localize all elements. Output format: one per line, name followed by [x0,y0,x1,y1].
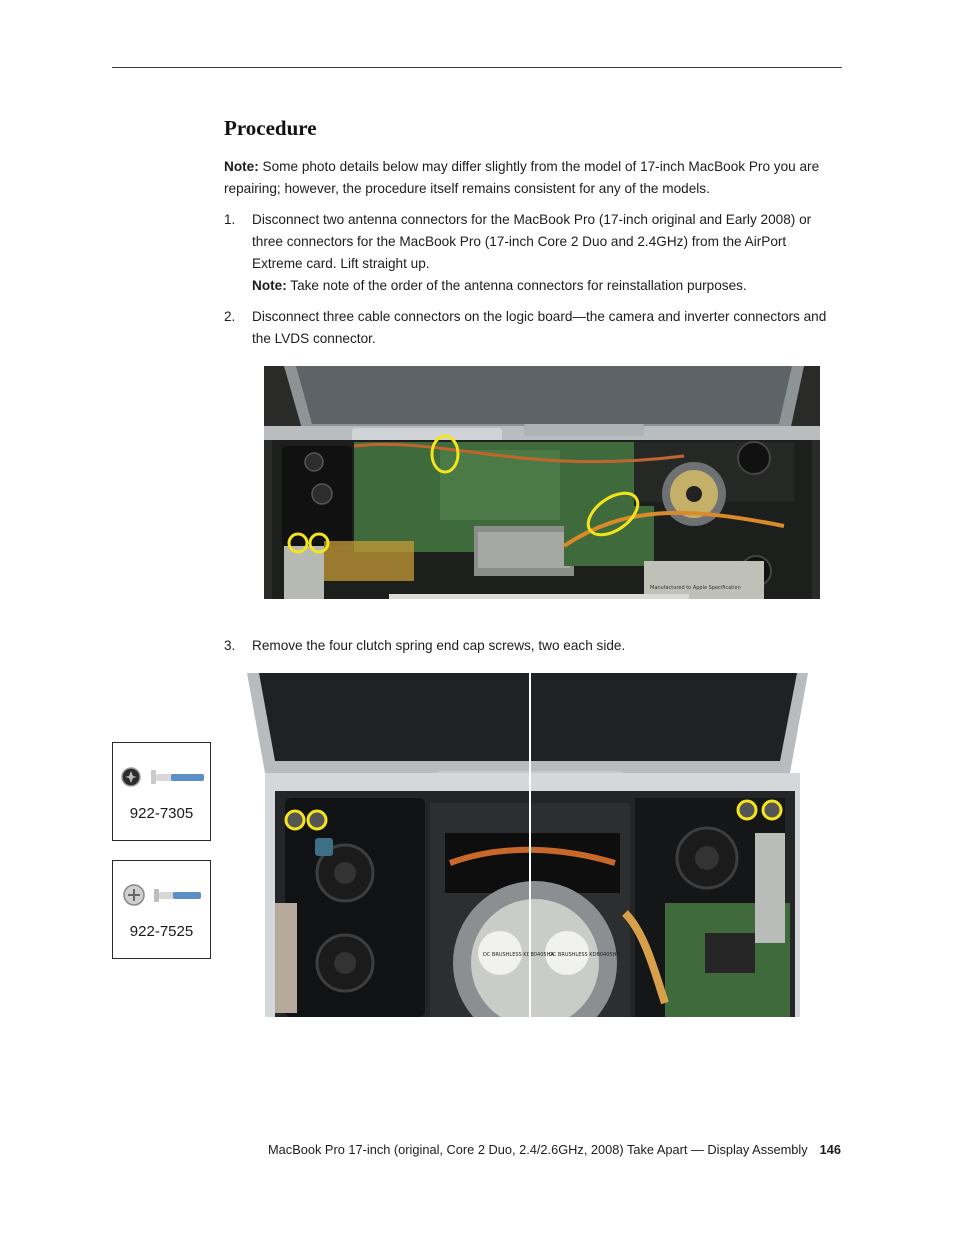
torx-screw-icon [113,757,210,797]
header-rule [112,67,842,68]
page-footer [268,1142,841,1157]
step-text: Disconnect two antenna connectors for the MacBook Pro (17-inch original and Early 2008) or three connectors for the MacBook Pro (17-inch Core 2 Duo and 2.4GHz) from the AirPort Extreme card. Lift straight up. [252,212,812,271]
logic-board-photo [264,366,820,599]
note-label: Note: [252,278,287,293]
step-text: Disconnect three cable connectors on the logic board—the camera and inverter connectors and the LVDS connector. [252,309,827,346]
step-text: Remove the four clutch spring end cap screws, two each side. [252,638,626,653]
note-text: Take note of the order of the antenna connectors for reinstallation purposes. [286,278,747,293]
fan-label: DC BRUSHLESS KDB0405HA [483,952,554,958]
logic-board-illustration [264,366,820,599]
clutch-screws-illustration [245,673,810,1017]
clutch-screw-highlight [308,811,326,829]
step-number: 3. [224,638,236,653]
clutch-screw-highlight [286,811,304,829]
note-label: Note: [224,159,259,174]
step-number: 2. [224,309,236,324]
intro-note [224,156,836,200]
note-text: Some photo details below may differ slightly from the model of 17-inch MacBook Pro you are repairing; however, the procedure itself remains consistent for any of the models. [224,159,820,196]
part-box-922-7525 [112,860,211,959]
part-number: 922-7525 [129,923,194,940]
phillips-screw-icon [113,875,210,915]
section-heading: Procedure [224,116,317,140]
step-number: 1. [224,212,236,227]
clutch-screws-photo [245,673,810,1017]
page-number: 146 [819,1142,841,1157]
fan-label: DC BRUSHLESS KDB0405HA [549,952,620,958]
part-number: 922-7305 [129,805,194,822]
part-box-922-7305 [112,742,211,841]
clutch-screw-highlight [763,801,781,819]
clutch-screw-highlight [738,801,756,819]
sticker-label: Manufactured to Apple Specification [650,585,741,591]
footer-title: MacBook Pro 17-inch (original, Core 2 Duo, 2.4/2.6GHz, 2008) Take Apart — Display Assembly [268,1142,808,1157]
